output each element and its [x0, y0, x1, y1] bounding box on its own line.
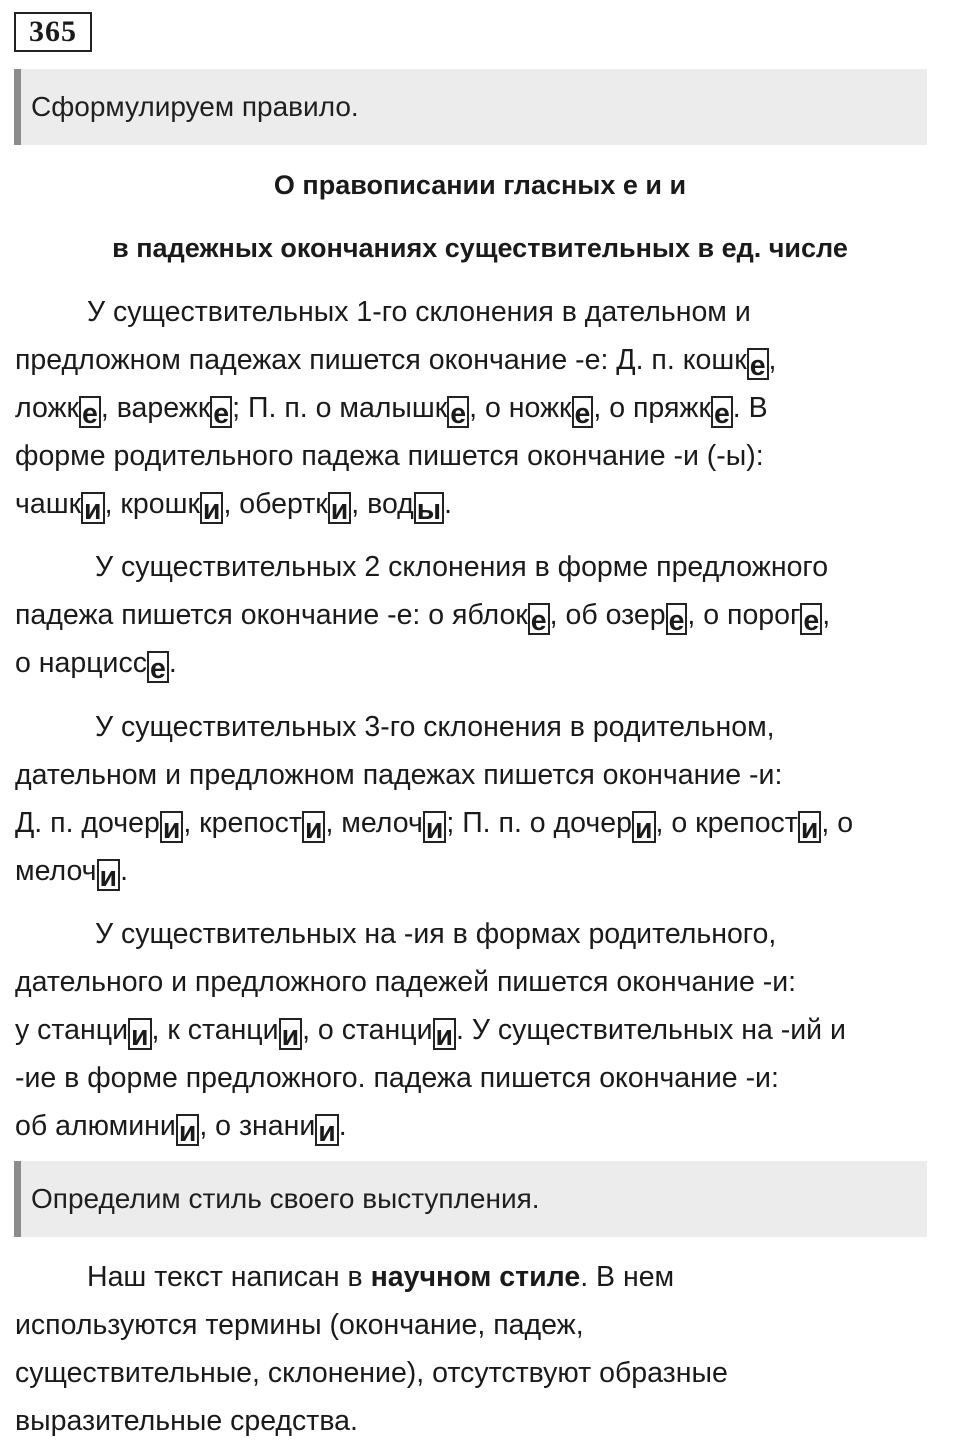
text-line	[15, 288, 950, 336]
ending-box: и	[302, 811, 326, 843]
section-band-text: Сформулируем правило.	[31, 91, 359, 122]
text-span: чашк	[15, 488, 82, 520]
ending-box: и	[128, 1018, 152, 1050]
ending-box: е	[528, 603, 550, 635]
ending-box: е	[666, 603, 688, 635]
text-span: , мелоч	[325, 807, 423, 839]
ending-box: и	[433, 1018, 457, 1050]
ending-box: и	[160, 811, 184, 843]
text-span: .	[168, 647, 177, 679]
paragraph-iya-nouns	[15, 910, 950, 1150]
text-span: , о станци	[302, 1014, 433, 1046]
text-line	[15, 1349, 950, 1397]
rule-title-line-1: О правописании гласных е и и	[273, 170, 687, 200]
text-line	[15, 799, 950, 847]
text-span: , варежк	[100, 392, 211, 424]
text-line	[15, 432, 950, 480]
text-span: , обертк	[223, 488, 328, 520]
section-band-rule	[14, 69, 927, 145]
text-span: -ие в форме предложного. падежа пишется окончание -и:	[15, 1062, 779, 1094]
text-span: , о порог	[687, 599, 801, 631]
text-span: используются термины (окончание, падеж,	[15, 1309, 584, 1341]
paragraph-style-conclusion	[15, 1253, 950, 1445]
text-span: , о крепост	[655, 807, 798, 839]
text-span: .	[338, 1110, 347, 1142]
text-span: ; П. п. о малышк	[232, 392, 448, 424]
text-span: . У существительных на -ий и	[456, 1014, 846, 1046]
text-span: , о ножк	[469, 392, 572, 424]
ending-box: и	[97, 859, 121, 891]
text-span: предложном падежах пишется окончание -е: Д. п. кошк	[15, 344, 747, 376]
ending-box: и	[328, 492, 352, 524]
paragraph-first-declension	[15, 288, 950, 528]
rule-title-line-2: в падежных окончаниях существительных в ед. числе	[112, 233, 848, 263]
paragraph-third-declension	[15, 703, 950, 895]
text-span: , об озер	[549, 599, 666, 631]
text-span: выразительные средства.	[15, 1405, 358, 1437]
text-line	[15, 1054, 950, 1102]
text-line	[15, 384, 950, 432]
text-line	[15, 1397, 950, 1445]
text-span: мелоч	[15, 855, 97, 887]
ending-box: е	[210, 396, 232, 428]
text-span: , крошк	[104, 488, 200, 520]
text-span: ложк	[15, 392, 80, 424]
section-band-text: Определим стиль своего выступления.	[31, 1183, 540, 1214]
text-span: У существительных 3-го склонения в родительном,	[95, 711, 775, 743]
bold-term: научном стиле	[370, 1261, 581, 1293]
text-span: , к станци	[151, 1014, 279, 1046]
text-span: Д. п. дочер	[15, 807, 160, 839]
text-line	[15, 1253, 950, 1301]
ending-box: и	[315, 1114, 339, 1146]
ending-box: е	[800, 603, 822, 635]
text-span: падежа пишется окончание -е: о яблок	[15, 599, 528, 631]
text-line	[15, 847, 950, 895]
text-span: ,	[822, 599, 831, 631]
ending-box: е	[711, 396, 733, 428]
text-span: дательном и предложном падежах пишется окончание -и:	[15, 759, 783, 791]
exercise-number: 365	[14, 12, 92, 52]
text-line	[15, 480, 950, 528]
text-line	[15, 591, 950, 639]
text-line	[15, 1102, 950, 1150]
text-span: . В	[732, 392, 768, 424]
text-line	[15, 958, 950, 1006]
text-line	[15, 639, 950, 687]
text-line	[15, 543, 950, 591]
text-span: , крепост	[183, 807, 302, 839]
ending-box: и	[200, 492, 224, 524]
text-span: ; П. п. о дочер	[446, 807, 632, 839]
text-span: , вод	[351, 488, 414, 520]
text-span: .	[120, 855, 128, 887]
text-line	[15, 1301, 950, 1349]
ending-box: и	[798, 811, 822, 843]
text-line	[15, 703, 950, 751]
text-span: У существительных 2 склонения в форме предложного	[95, 551, 829, 583]
ending-box: е	[447, 396, 469, 428]
text-span: у станци	[15, 1014, 128, 1046]
text-span: существительные, склонение), отсутствуют образные	[15, 1357, 728, 1389]
text-span: Наш текст написан в	[87, 1261, 371, 1293]
text-span: форме родительного падежа пишется окончание -и (-ы):	[15, 440, 764, 472]
text-span: .	[444, 488, 453, 520]
ending-box: ы	[414, 492, 444, 524]
ending-box: и	[423, 811, 447, 843]
text-span: , о знани	[199, 1110, 316, 1142]
text-span: . В нем	[580, 1261, 675, 1293]
text-span: У существительных на -ия в формах родительного,	[95, 918, 777, 950]
ending-box: е	[572, 396, 594, 428]
ending-box: е	[747, 348, 769, 380]
text-span: об алюмини	[15, 1110, 176, 1142]
text-span: , о пряжк	[593, 392, 711, 424]
ending-box: и	[81, 492, 105, 524]
text-line	[15, 751, 950, 799]
section-band-style	[14, 1161, 927, 1237]
text-span: о нарцисс	[15, 647, 147, 679]
ending-box: и	[176, 1114, 200, 1146]
text-span: , о	[821, 807, 854, 839]
text-line	[15, 1006, 950, 1054]
ending-box: и	[279, 1018, 303, 1050]
text-line	[15, 910, 950, 958]
ending-box: е	[147, 651, 169, 683]
ending-box: и	[632, 811, 656, 843]
paragraph-second-declension	[15, 543, 950, 687]
text-span: ,	[768, 344, 777, 376]
text-line	[15, 336, 950, 384]
ending-box: е	[79, 396, 101, 428]
text-span: дательного и предложного падежей пишется окончание -и:	[15, 966, 797, 998]
text-span: У существительных 1-го склонения в дательном и	[87, 296, 751, 328]
